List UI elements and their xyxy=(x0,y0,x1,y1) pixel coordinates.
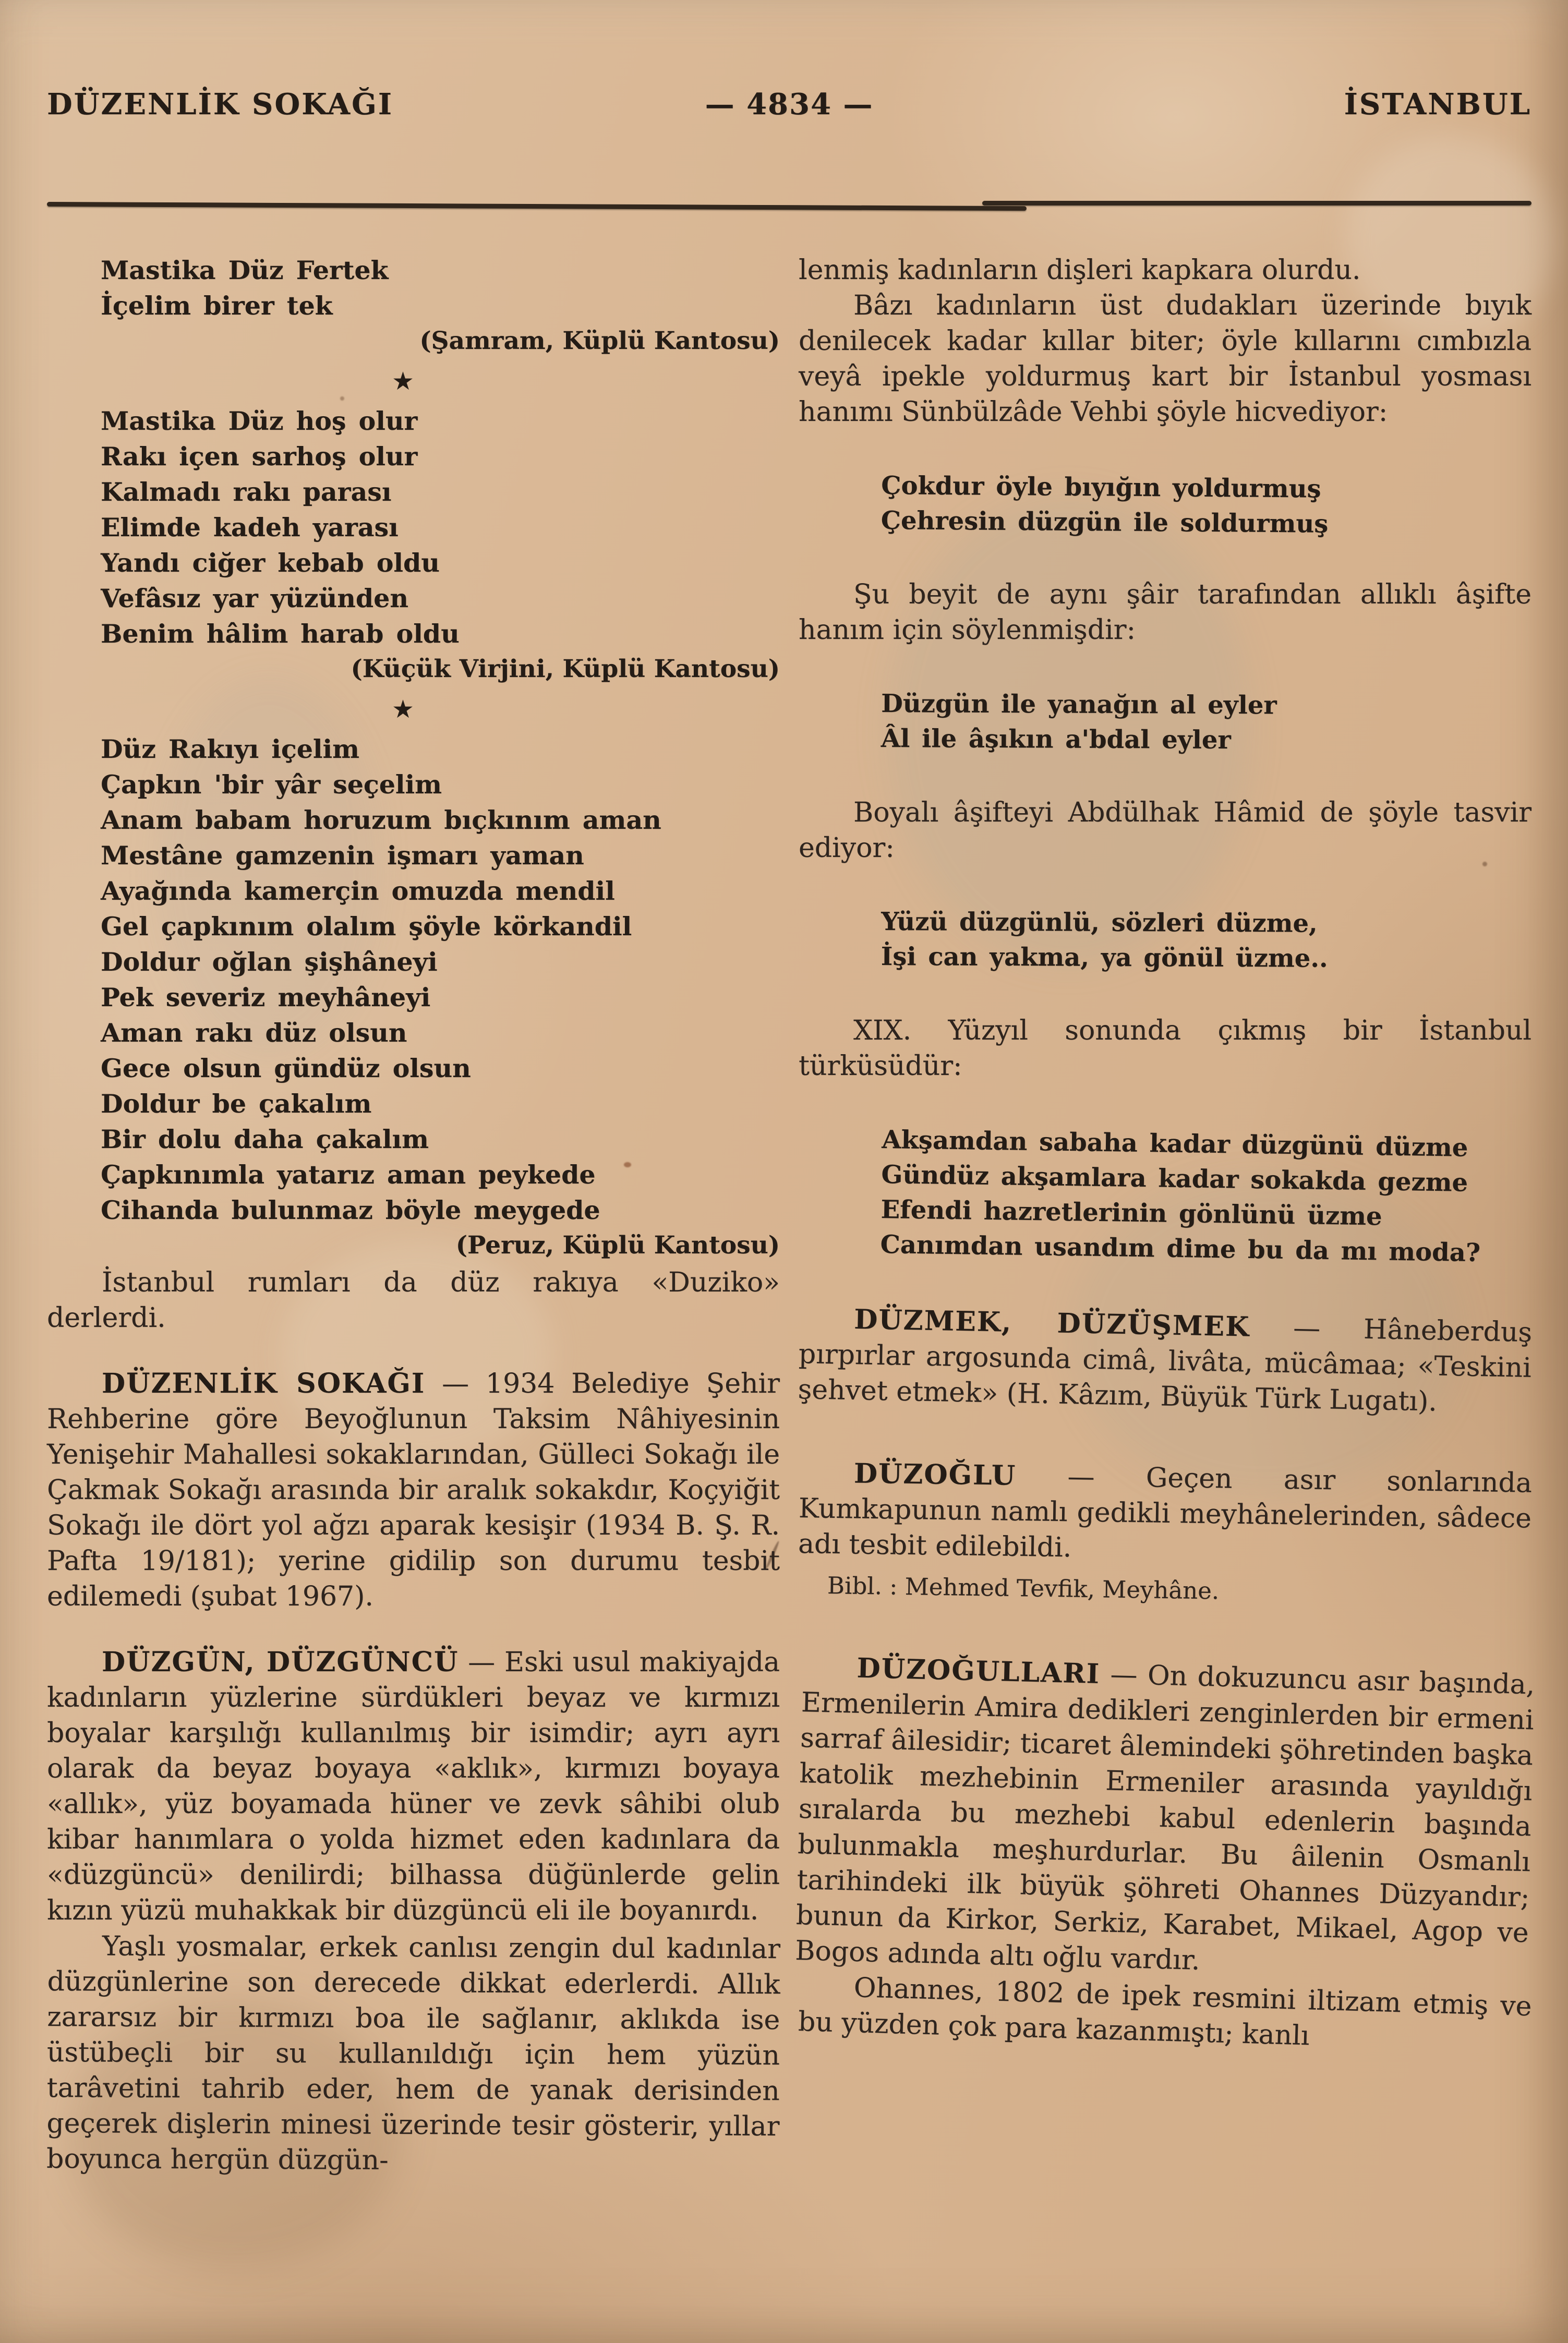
couplet-vehbi xyxy=(881,468,1531,544)
poem-line: Vefâsız yar yüzünden xyxy=(101,583,408,613)
quatrain-istanbul-turkusu xyxy=(880,1122,1533,1271)
poem-line: Çapkınımla yatarız aman peykede xyxy=(101,1160,596,1190)
paragraph-bazi-kadinlar: Bâzı kadınların üst dudakları üzerinde bıyık denilecek kadar kıllar biter; öyle kıllarını cımbızla veyâ ipekle yoldurmuş kart bir İstanbul yosması hanımı Sünbülzâde Vehbi şöyle hicvediyor: xyxy=(799,290,1531,428)
entry-duzenlik-sokagi xyxy=(47,1366,780,1614)
poem-line: İşi can yakma, ya gönül üzme.. xyxy=(881,942,1328,973)
poem-line: Âl ile âşıkın a'bdal eyler xyxy=(881,724,1231,755)
couplet-abdulhak-hamid xyxy=(881,904,1532,977)
entry-headword: DÜZENLİK SOKAĞI xyxy=(102,1368,426,1399)
entry-body: — On dokuzuncu asır başında, Ermenilerin Amira dedikleri zenginlerden bir ermeni sarraf âilesidir; ticaret âlemindeki şöhretinden başka katolik mezhebinin Ermeniler arasında yayıldığı sıralarda bu mezhebi kabul edenlerin başında bulunmakla meşhurdurlar. Bu âilenin Osmanlı tarihindeki ilk büyük şöhreti Ohannes Düzyandır; bunun da Kirkor, Serkiz, Karabet, Mikael, Agop ve Bogos adında altı oğlu vardır. xyxy=(794,1659,1535,1976)
poem-line: Gel çapkınım olalım şöyle körkandil xyxy=(101,911,632,941)
poem-line: Yüzü düzgünlü, sözleri düzme, xyxy=(881,907,1318,938)
poem-line: Mestâne gamzenin işmarı yaman xyxy=(101,840,584,871)
entry-duzogullari xyxy=(795,1649,1536,1986)
poem-line: Cihanda bulunmaz böyle meygede xyxy=(101,1195,600,1225)
entry-headword: DÜZMEK, DÜZÜŞMEK xyxy=(853,1303,1250,1343)
poem-line: Düzgün ile yanağın al eyler xyxy=(881,689,1277,720)
poem-1-attribution: (Şamram, Küplü Kantosu) xyxy=(419,327,780,355)
paragraph-boyali-asifte: Boyalı âşifteyi Abdülhak Hâmid de şöyle tasvir ediyor: xyxy=(799,797,1531,864)
rule-stroke-right xyxy=(982,201,1531,206)
poem-line: İçelim birer tek xyxy=(101,291,333,321)
left-column xyxy=(47,252,780,2177)
paragraph-su-beyit: Şu beyit de aynı şâir tarafından allıklı âşifte hanım için söylenmişdir: xyxy=(799,579,1531,646)
poem-line: Gündüz akşamlara kadar sokakda gezme xyxy=(881,1160,1468,1198)
entry-headword: DÜZGÜN, DÜZGÜNCÜ xyxy=(102,1646,459,1678)
entry-duzmek-duzusmek xyxy=(798,1301,1533,1421)
poem-3-attribution: (Peruz, Küplü Kantosu) xyxy=(455,1231,780,1260)
poem-line: Mastika Düz hoş olur xyxy=(101,406,418,436)
poem-line: Efendi hazretlerinin gönlünü üzme xyxy=(881,1194,1382,1231)
poem-line: Elimde kadeh yarası xyxy=(101,512,399,542)
running-head-left: DÜZENLİK SOKAĞI xyxy=(47,87,393,122)
header-rule xyxy=(47,201,1531,208)
poem-kanto-3 xyxy=(101,731,780,1228)
poem-kanto-1 xyxy=(101,252,780,323)
paragraph-duziko: İstanbul rumları da düz rakıya «Duziko» derlerdi. xyxy=(47,1267,780,1334)
poem-line: Çehresin düzgün ile soldurmuş xyxy=(881,505,1329,539)
paragraph-continuation: lenmiş kadınların dişleri kapkara olurdu. xyxy=(799,255,1361,286)
poem-line: Pek severiz meyhâneyi xyxy=(101,982,431,1012)
running-head-right: İSTANBUL xyxy=(1344,87,1531,122)
entry-duzoglu xyxy=(798,1455,1533,1572)
poem-2-attribution: (Küçük Virjini, Küplü Kantosu) xyxy=(351,655,780,683)
page-header xyxy=(47,86,1531,123)
rule-stroke-left xyxy=(47,202,1027,211)
entry-body: — Geçen asır sonlarında Kumkapunun namlı gedikli meyhânelerinden, sâdece adı tesbit edilebildi. xyxy=(798,1460,1533,1564)
two-column-body xyxy=(46,252,1535,2177)
poem-line: Çokdur öyle bıyığın yoldurmuş xyxy=(881,471,1321,504)
entry-headword: DÜZOĞLU xyxy=(853,1457,1017,1492)
bibliography-line: Bibl. : Mehmed Tevfik, Meyhâne. xyxy=(827,1572,1220,1605)
entry-headword: DÜZOĞULLARI xyxy=(856,1652,1101,1690)
poem-kanto-2 xyxy=(101,403,780,651)
poem-line: Doldur be çakalım xyxy=(101,1089,372,1119)
entry-duzgun-duzguncu xyxy=(47,1645,780,1928)
poem-line: Ayağında kamerçin omuzda mendil xyxy=(101,876,615,906)
star-separator-icon: ★ xyxy=(391,695,415,724)
poem-line: Aman rakı düz olsun xyxy=(101,1018,407,1048)
poem-line: Rakı içen sarhoş olur xyxy=(101,441,418,472)
couplet-duzgun-yanak xyxy=(881,686,1532,759)
poem-line: Anam babam horuzum bıçkınım aman xyxy=(101,805,661,835)
page-number: — 4834 — xyxy=(705,87,874,122)
entry-body: — Hâneberduş pırpırlar argosunda cimâ, livâta, mücâmaa; «Teskini şehvet etmek» (H. Kâzım, Büyük Türk Lugatı). xyxy=(798,1311,1533,1418)
poem-line: Yandı ciğer kebab oldu xyxy=(101,548,440,578)
star-separator-icon: ★ xyxy=(391,367,415,396)
poem-line: Bir dolu daha çakalım xyxy=(101,1124,429,1154)
poem-line: Çapkın 'bir yâr seçelim xyxy=(101,769,442,800)
poem-line: Benim hâlim harab oldu xyxy=(101,619,460,649)
poem-line: Doldur oğlan şişhâneyi xyxy=(101,947,438,977)
poem-line: Düz Rakıyı içelim xyxy=(101,734,360,764)
paragraph-yasli-yosmalar: Yaşlı yosmalar, erkek canlısı zengin dul kadınlar düzgünlerine son derecede dikkat ederlerdi. Allık zararsız bir kırmızı boa ile sağlanır, aklıkda ise üstübeçli bir su kullanıldığı için hem yüzün tarâvetini tahrib eder, hem de yanak derisinden geçerek dişlerin minesi üzerinde tesir gösterir, yıllar boyunca hergün düzgün- xyxy=(46,1930,781,2176)
poem-line: Gece olsun gündüz olsun xyxy=(101,1053,471,1083)
right-column xyxy=(794,252,1535,2177)
poem-line: Akşamdan sabaha kadar düzgünü düzme xyxy=(882,1125,1468,1163)
paragraph-ohannes: Ohannes, 1802 de ipek resmini iltizam etmiş ve bu yüzden çok para kazanmıştı; kanlı xyxy=(798,1972,1533,2052)
entry-body: — Eski usul makiyajda kadınların yüzlerine sürdükleri beyaz ve kırmızı boyalar karşılığı kullanılmış bir isimdir; ayrı ayrı olarak da beyaz boyaya «aklık», kırmızı boyaya «allık», yüz boyamada hüner ve zevk sâhibi olub kibar hanımlara o yolda hizmet eden kadınlara da «düzgüncü» denilirdi; bilhassa düğünlerde gelin kızın yüzü muhakkak bir düzgüncü eli ile boyanırdı. xyxy=(47,1647,780,1926)
poem-line: Kalmadı rakı parası xyxy=(101,477,392,507)
poem-line: Canımdan usandım dime bu da mı moda? xyxy=(880,1229,1481,1268)
paragraph-xix-yuzyil: XIX. Yüzyıl sonunda çıkmış bir İstanbul türküsüdür: xyxy=(799,1015,1531,1082)
entry-body: — 1934 Belediye Şehir Rehberine göre Beyoğlunun Taksim Nâhiyesinin Yenişehir Mahallesi sokaklarından, Gülleci Sokağı ile Çakmak Sokağı arasında bir aralık sokakdır, Koçyiğit Sokağı ile dört yol ağzı aparak kesişir (1934 B. Ş. R. Pafta 19/181); yerine gidilip son durumu tesbit edilemedi (şubat 1967). xyxy=(47,1368,780,1612)
poem-line: Mastika Düz Fertek xyxy=(101,255,389,285)
